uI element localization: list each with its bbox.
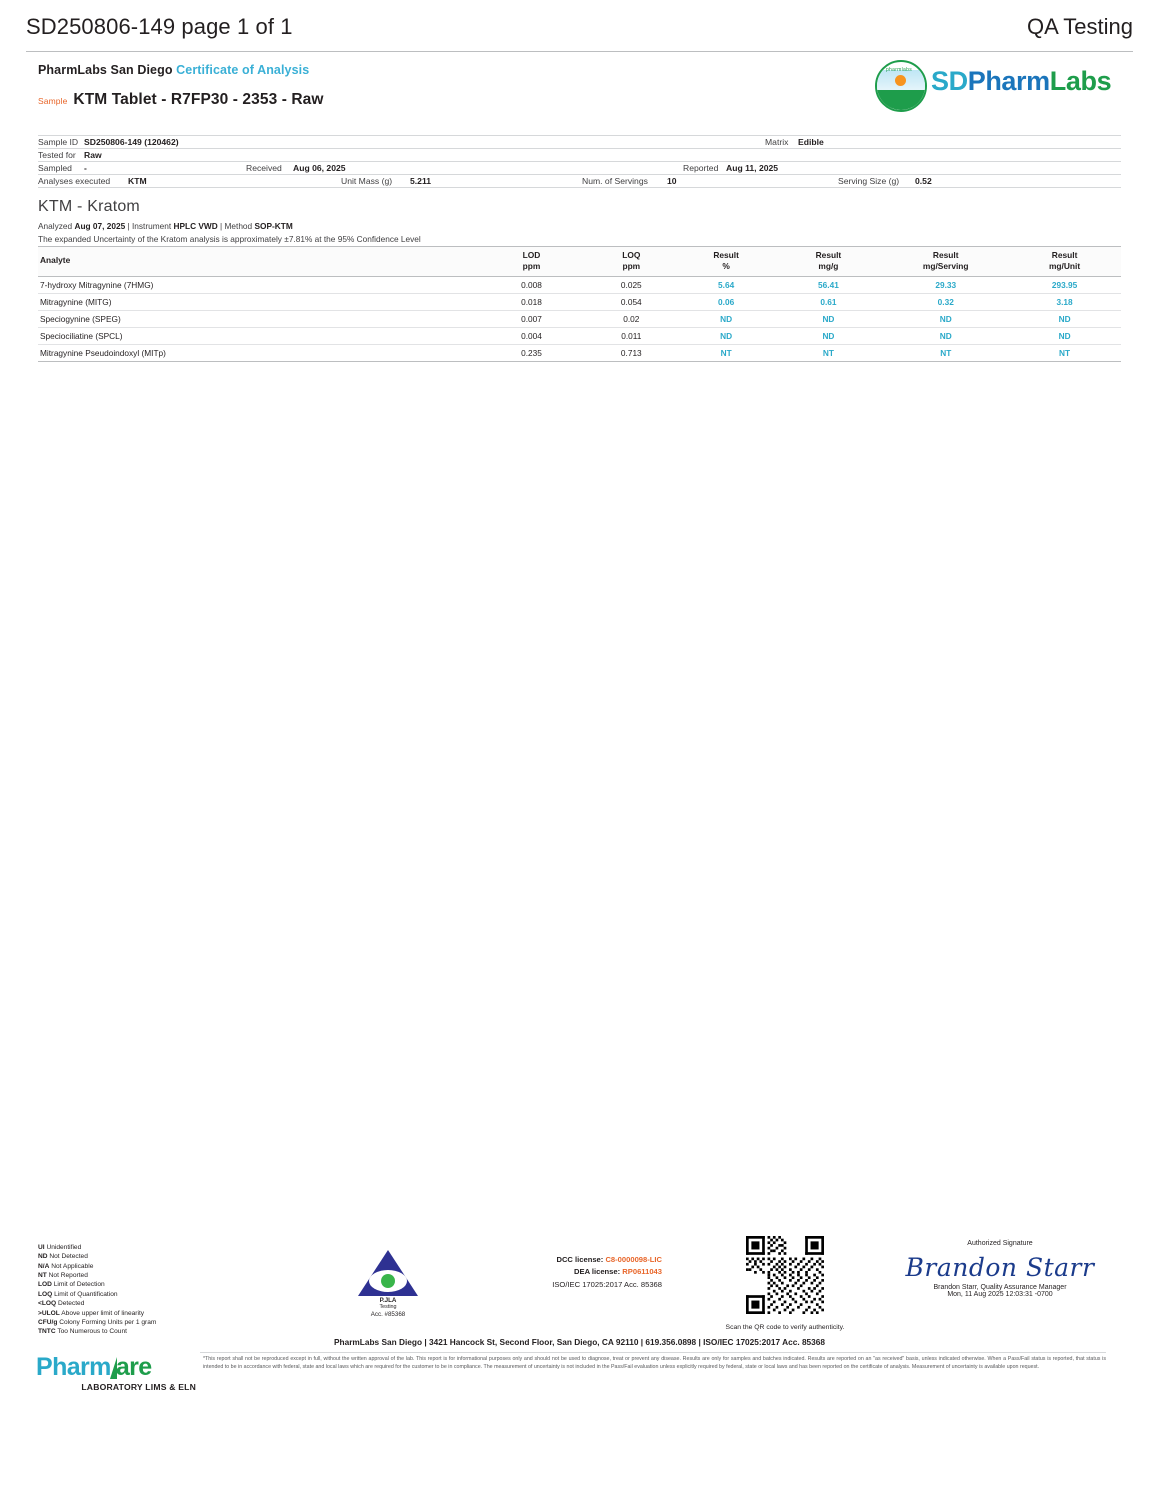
analyte-result-mgserving: ND bbox=[883, 311, 1008, 328]
sampled-label: Sampled bbox=[38, 163, 72, 174]
matrix-label: Matrix bbox=[765, 137, 789, 147]
table-row bbox=[38, 328, 1121, 345]
analyte-result-mgg: NT bbox=[774, 345, 884, 362]
dcc-license: DCC license: C8-0000098-LIC bbox=[556, 1255, 662, 1264]
reported-value: Aug 11, 2025 bbox=[726, 163, 779, 174]
pharmware-logo bbox=[36, 1353, 196, 1392]
document-id: SD250806-149 page 1 of 1 bbox=[26, 14, 293, 39]
analyte-result-pct: NT bbox=[679, 345, 774, 362]
analyte-result-pct: 5.64 bbox=[679, 277, 774, 294]
col-result-mgg: Result mg/g bbox=[774, 247, 884, 277]
logo-sd: SD bbox=[931, 66, 968, 96]
analyte-result-mgserving: ND bbox=[883, 328, 1008, 345]
signatory-title: Brandon Starr, Quality Assurance Manager bbox=[933, 1284, 1067, 1291]
analyte-result-mgunit: 3.18 bbox=[1008, 294, 1121, 311]
analyzed-label: Analyzed bbox=[38, 221, 73, 231]
analyte-loq: 0.02 bbox=[584, 311, 679, 328]
analyte-result-mgunit: ND bbox=[1008, 311, 1121, 328]
signature-timestamp: Mon, 11 Aug 2025 12:03:31 -0700 bbox=[947, 1291, 1053, 1298]
analyte-result-pct: ND bbox=[679, 311, 774, 328]
analyte-lod: 0.007 bbox=[479, 311, 584, 328]
license-block bbox=[452, 1254, 662, 1291]
lab-address: PharmLabs San Diego | 3421 Hancock St, Second Floor, San Diego, CA 92110 | 619.356.0898 | ISO/IEC 17025:2017 Acc. 85368 bbox=[333, 1337, 826, 1347]
analyte-result-mgunit: NT bbox=[1008, 345, 1121, 362]
sample-id-value: SD250806-149 (120462) bbox=[84, 137, 179, 147]
analyte-result-pct: ND bbox=[679, 328, 774, 345]
analyte-result-mgserving: NT bbox=[883, 345, 1008, 362]
logo-pharm: Pharm bbox=[967, 66, 1050, 96]
received-value: Aug 06, 2025 bbox=[293, 163, 346, 174]
badge-caption: pharmlabs bbox=[885, 67, 913, 73]
table-row bbox=[38, 311, 1121, 328]
received-label: Received bbox=[246, 163, 282, 174]
analyte-result-mgg: ND bbox=[774, 328, 884, 345]
matrix-value: Edible bbox=[798, 137, 824, 147]
iso-accreditation: ISO/IEC 17025:2017 Acc. 85368 bbox=[552, 1279, 662, 1289]
legend-item: TNTC Too Numerous to Count bbox=[38, 1328, 127, 1336]
analyses-label: Analyses executed bbox=[38, 176, 111, 187]
pjla-line2: Testing bbox=[379, 1304, 397, 1310]
pharmlabs-badge-icon bbox=[875, 60, 927, 112]
header-divider bbox=[26, 51, 1133, 52]
meta-row-sample-id bbox=[38, 135, 1121, 149]
results-table bbox=[38, 246, 1121, 362]
col-lod: LOD ppm bbox=[479, 247, 584, 277]
col-analyte: Analyte bbox=[38, 247, 479, 277]
qr-code-icon[interactable] bbox=[746, 1236, 824, 1314]
unit-mass-value: 5.211 bbox=[410, 176, 432, 187]
sampled-value: - bbox=[84, 163, 87, 174]
table-row bbox=[38, 294, 1121, 311]
analyte-lod: 0.008 bbox=[479, 277, 584, 294]
meta-row-tested-for bbox=[38, 149, 1121, 162]
analyte-name: Speciogynine (SPEG) bbox=[38, 311, 479, 328]
analyte-result-mgg: ND bbox=[774, 311, 884, 328]
logo-labs: Labs bbox=[1049, 66, 1112, 96]
analyte-result-pct: 0.06 bbox=[679, 294, 774, 311]
analyte-lod: 0.235 bbox=[479, 345, 584, 362]
results-table-header-row bbox=[38, 247, 1121, 277]
col-result-pct: Result % bbox=[679, 247, 774, 277]
col-result-mgunit: Result mg/Unit bbox=[1008, 247, 1121, 277]
analyte-loq: 0.025 bbox=[584, 277, 679, 294]
analyte-loq: 0.713 bbox=[584, 345, 679, 362]
meta-row-sampled bbox=[38, 162, 1121, 175]
dea-license: DEA license: RP0611043 bbox=[574, 1267, 662, 1277]
analyte-lod: 0.004 bbox=[479, 328, 584, 345]
report-type-label: QA Testing bbox=[1027, 14, 1133, 39]
pharmware-wordmark: Pharm are bbox=[36, 1353, 152, 1381]
legend-item: NT Not Reported bbox=[38, 1272, 88, 1280]
servings-label: Num. of Servings bbox=[582, 176, 648, 187]
analyte-result-mgg: 0.61 bbox=[774, 294, 884, 311]
results-table-body bbox=[38, 277, 1121, 362]
signature-block bbox=[880, 1240, 1120, 1298]
legend-item: >ULOL Above upper limit of linearity bbox=[38, 1309, 145, 1317]
meta-row-analyses bbox=[38, 175, 1121, 188]
analyzed-value: Aug 07, 2025 bbox=[74, 221, 126, 231]
pjla-triangle-icon bbox=[358, 1250, 418, 1296]
legend-item: N/A Not Applicable bbox=[38, 1262, 94, 1270]
serving-size-label: Serving Size (g) bbox=[838, 176, 900, 187]
footer-divider bbox=[200, 1352, 1106, 1353]
signature-image: Brandon Starr bbox=[905, 1253, 1095, 1282]
sample-metadata bbox=[38, 135, 1121, 188]
table-row bbox=[38, 277, 1121, 294]
legend-item: CFU/g Colony Forming Units per 1 gram bbox=[38, 1318, 157, 1326]
servings-value: 10 bbox=[667, 176, 677, 187]
pharmware-tagline: LABORATORY LIMS & ELN bbox=[81, 1382, 196, 1392]
unit-mass-label: Unit Mass (g) bbox=[341, 176, 393, 187]
uncertainty-note: The expanded Uncertainty of the Kratom analysis is approximately ±7.81% at the 95% Confidence Level bbox=[38, 234, 421, 244]
pjla-accreditation-number: Acc. #85368 bbox=[370, 1311, 406, 1318]
pjla-line1: P.JLA bbox=[379, 1297, 397, 1304]
verification-qr[interactable] bbox=[700, 1236, 870, 1331]
pjla-accreditation-seal bbox=[352, 1250, 424, 1318]
section-analysis-info: Analyzed Aug 07, 2025 | Instrument HPLC VWD | Method SOP-KTM bbox=[38, 221, 293, 231]
analyte-loq: 0.011 bbox=[584, 328, 679, 345]
sd-pharmlabs-logo bbox=[875, 60, 1133, 108]
analyte-loq: 0.054 bbox=[584, 294, 679, 311]
analyte-name: Mitragynine (MITG) bbox=[38, 294, 479, 311]
analyte-lod: 0.018 bbox=[479, 294, 584, 311]
analyte-result-mgunit: ND bbox=[1008, 328, 1121, 345]
reported-label: Reported bbox=[683, 163, 719, 174]
analyte-result-mgserving: 29.33 bbox=[883, 277, 1008, 294]
lab-name: PharmLabs San Diego bbox=[38, 63, 173, 77]
logo-wordmark bbox=[931, 66, 1111, 97]
page-header bbox=[26, 14, 1133, 52]
analyte-result-mgg: 56.41 bbox=[774, 277, 884, 294]
instrument-value: HPLC VWD bbox=[173, 221, 218, 231]
lab-identity bbox=[38, 63, 309, 77]
sample-label: Sample bbox=[38, 96, 68, 106]
analyses-value: KTM bbox=[128, 176, 147, 187]
analyte-result-mgunit: 293.95 bbox=[1008, 277, 1121, 294]
table-row bbox=[38, 345, 1121, 362]
qr-caption: Scan the QR code to verify authenticity. bbox=[725, 1324, 845, 1331]
legend-item: LOD Limit of Detection bbox=[38, 1281, 105, 1289]
col-result-mgserving: Result mg/Serving bbox=[883, 247, 1008, 277]
legend-item: <LOQ Detected bbox=[38, 1300, 85, 1308]
method-label: Method bbox=[224, 221, 253, 231]
col-loq: LOQ ppm bbox=[584, 247, 679, 277]
section-title: KTM - Kratom bbox=[38, 198, 140, 215]
legal-disclaimer: *This report shall not be reproduced except in full, without the written approval of the lab. This report is for informational purposes only and should not be used to diagnose, treat or prevent any disease. Results are only for samples and batches indicated. Results are reported on an "as received" basis, unless indicated otherwise. When a Pass/Fail status is reported, that status is intended to be in accordance with federal, state and local laws which are required for the customer to be in compliance. The measurement of uncertainty is not included in the Pass/Fail evaluation unless explicitly required by federal, state or local laws and has been reported on the certificate of analysis. Measurement of uncertainty is available upon request. bbox=[203, 1356, 1106, 1370]
legend-item: UI Unidentified bbox=[38, 1244, 82, 1251]
analyte-name: 7-hydroxy Mitragynine (7HMG) bbox=[38, 277, 479, 294]
serving-size-value: 0.52 bbox=[915, 176, 932, 187]
tested-for-value: Raw bbox=[84, 150, 102, 161]
sample-id-label: Sample ID bbox=[38, 137, 79, 147]
analyte-name: Speciociliatine (SPCL) bbox=[38, 328, 479, 345]
analyte-result-mgserving: 0.32 bbox=[883, 294, 1008, 311]
signature-caption: Authorized Signature bbox=[967, 1240, 1033, 1247]
instrument-label: Instrument bbox=[131, 221, 172, 231]
method-value: SOP-KTM bbox=[254, 221, 293, 231]
tested-for-label: Tested for bbox=[38, 150, 76, 161]
legend-item: ND Not Detected bbox=[38, 1253, 88, 1261]
coa-label: Certificate of Analysis bbox=[176, 63, 310, 77]
analyte-name: Mitragynine Pseudoindoxyl (MITp) bbox=[38, 345, 479, 362]
legend-item: LOQ Limit of Quantification bbox=[38, 1290, 118, 1298]
abbreviation-legend bbox=[38, 1243, 156, 1337]
sample-heading bbox=[38, 91, 324, 109]
sample-name: KTM Tablet - R7FP30 - 2353 - Raw bbox=[73, 91, 324, 108]
